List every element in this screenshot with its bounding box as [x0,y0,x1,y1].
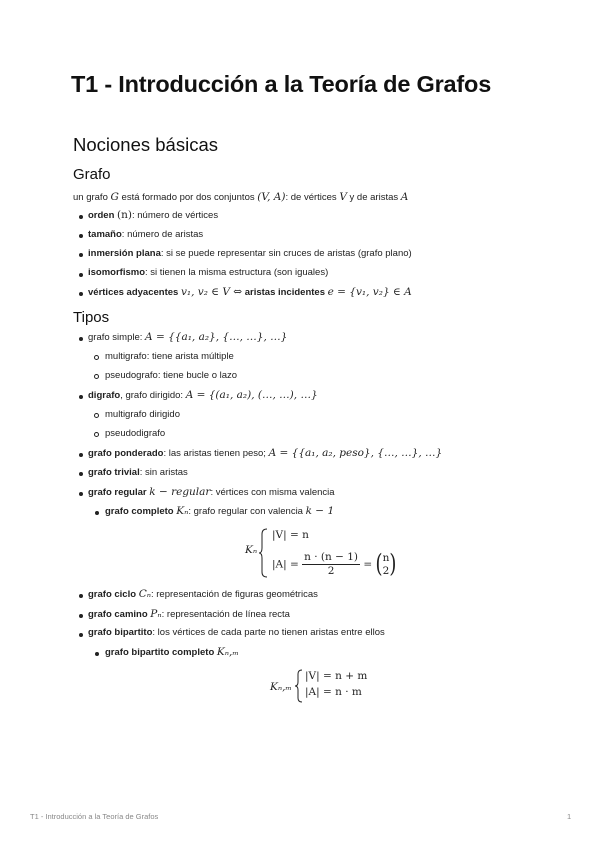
def-inmersion [88,248,412,259]
subsection-heading-tipos: Tipos [73,309,110,326]
formula-knm-line2: |A| = n · m [305,686,362,698]
bullet [79,234,83,238]
left-brace-icon [259,528,269,578]
tipo-text: : las aristas tienen peso; [163,448,269,459]
tipo-multigrafo-dirigido: multigrafo dirigido [105,409,180,420]
left-brace-icon [295,669,304,703]
tipo-completo [105,505,334,517]
math-V: V [339,191,347,203]
binom-paren-right-icon: ) [389,549,397,580]
tipo-simple [88,331,287,343]
math-Kn: Kₙ [176,505,189,517]
def-tamano [88,229,203,240]
tipo-bipartito-completo [105,646,239,658]
tipo-text: : los vértices de cada parte no tienen aristas entre ellos [152,627,385,638]
formula-knm-lhs [270,681,292,693]
math-simple: A = {{a₁, a₂}, {…, …}, …} [145,331,288,343]
def-term: tamaño [88,229,122,240]
tipo-pseudografo: pseudografo: tiene bucle o lazo [105,370,238,381]
tipo-term: grafo trivial [88,467,140,478]
tipo-text: : sin aristas [139,467,188,478]
bullet [79,594,83,598]
binom-top: n [382,551,390,564]
def-isomorfismo [88,267,328,278]
math-lhs: Kₙ,ₘ [270,681,292,693]
sub-bullet [94,413,99,418]
math-lhs: Kₙ [245,544,258,556]
math-adj: v₁, v₂ ∈ V ⇔ [180,286,243,298]
binomial [383,552,390,578]
tipo-text: : grafo regular con valencia [188,506,306,517]
def-term: orden [88,210,115,221]
tipo-text: grafo simple: [88,332,146,343]
binom-paren-left-icon: ( [375,549,383,580]
bullet [79,337,83,341]
math-digrafo: A = {(a₁, a₂), (…, …), …} [185,389,318,401]
math-A: A [400,191,409,203]
math-regular: k − regular [149,486,211,498]
bullet [79,215,83,219]
formula-kn-line1: |V| = n [272,529,309,541]
math-Cn: Cₙ [138,588,151,600]
tipo-term: grafo ponderado [88,448,164,459]
tipo-term: grafo camino [88,609,148,620]
def-term: isomorfismo [88,267,146,278]
tipo-regular [88,486,335,498]
def-text: : número de aristas [121,229,204,240]
binom-bottom: 2 [382,564,390,577]
bullet [79,273,83,277]
bullet [79,292,83,296]
math-ponderado: A = {{a₁, a₂, peso}, {…, …}, …} [268,447,443,459]
subsection-heading-grafo: Grafo [73,166,111,183]
intro-text: un grafo [73,192,111,203]
tipo-text: : representación de figuras geométricas [150,589,318,600]
def-orden [88,209,218,221]
tipo-term: grafo regular [88,487,147,498]
math-eq: = [363,558,373,571]
tipo-term: grafo bipartito [88,627,153,638]
formula-knm-line1: |V| = n + m [305,670,368,682]
sub-bullet-filled [95,652,99,656]
math-n: (n) [117,209,132,221]
math-A-eq: |A| = [272,558,299,571]
intro-text: : de vértices [285,192,340,203]
tipo-multigrafo: multigrafo: tiene arista múltiple [105,351,234,362]
intro-text: está formado por dos conjuntos [118,192,258,203]
tipo-term: grafo ciclo [88,589,137,600]
tipo-digrafo [88,389,318,401]
def-adyacentes [88,286,412,298]
bullet [79,492,83,496]
footer-page-number: 1 [567,812,572,821]
bullet [79,614,83,618]
sub-bullet-filled [95,511,99,515]
tipo-ponderado [88,447,442,459]
bullet [79,395,83,399]
tipo-camino [88,608,290,620]
tipo-text: , grafo dirigido: [120,390,186,401]
sub-bullet [94,432,99,437]
math-VA: (V, A) [257,191,286,203]
sub-bullet [94,374,99,379]
tipo-term: digrafo [88,390,121,401]
bullet [79,633,83,637]
bullet [79,453,83,457]
intro-paragraph [73,191,408,203]
intro-text: y de aristas [346,192,401,203]
page-title: T1 - Introducción a la Teoría de Grafos [71,71,492,97]
formula-kn-lhs [245,544,257,556]
math-k-1: k − 1 [305,505,335,517]
section-heading: Nociones básicas [73,134,218,155]
math-G: G [110,191,119,203]
tipo-pseudodigrafo: pseudodigrafo [105,428,166,439]
math-Pn: Pₙ [150,608,162,620]
formula-kn-line2 [272,551,396,578]
def-term: vértices adyacentes [88,287,179,298]
tipo-text: : vértices con misma valencia [210,487,335,498]
fraction-numerator: n · (n − 1) [304,551,359,563]
tipo-term: grafo bipartito completo [105,647,215,658]
def-text: : si se puede representar sin cruces de aristas (grafo plano) [160,248,412,259]
tipo-bipartito [88,627,385,638]
tipo-term: grafo completo [105,506,174,517]
def-text: : número de vértices [132,210,219,221]
def-text: : si tienen la misma estructura (son iguales) [145,267,329,278]
def-term: aristas incidentes [244,287,325,298]
def-term: inmersión plana [88,248,161,259]
fraction-denominator: 2 [327,565,335,577]
math-Knm: Kₙ,ₘ [216,646,239,658]
fraction [302,551,360,578]
tipo-trivial [88,467,188,478]
bullet [79,253,83,257]
footer-title: T1 - Introducción a la Teoría de Grafos [30,812,159,821]
tipo-text: : representación de línea recta [161,609,290,620]
tipo-ciclo [88,588,318,600]
math-incident: e = {v₁, v₂} ∈ A [327,286,412,298]
bullet [79,472,83,476]
sub-bullet [94,355,99,360]
